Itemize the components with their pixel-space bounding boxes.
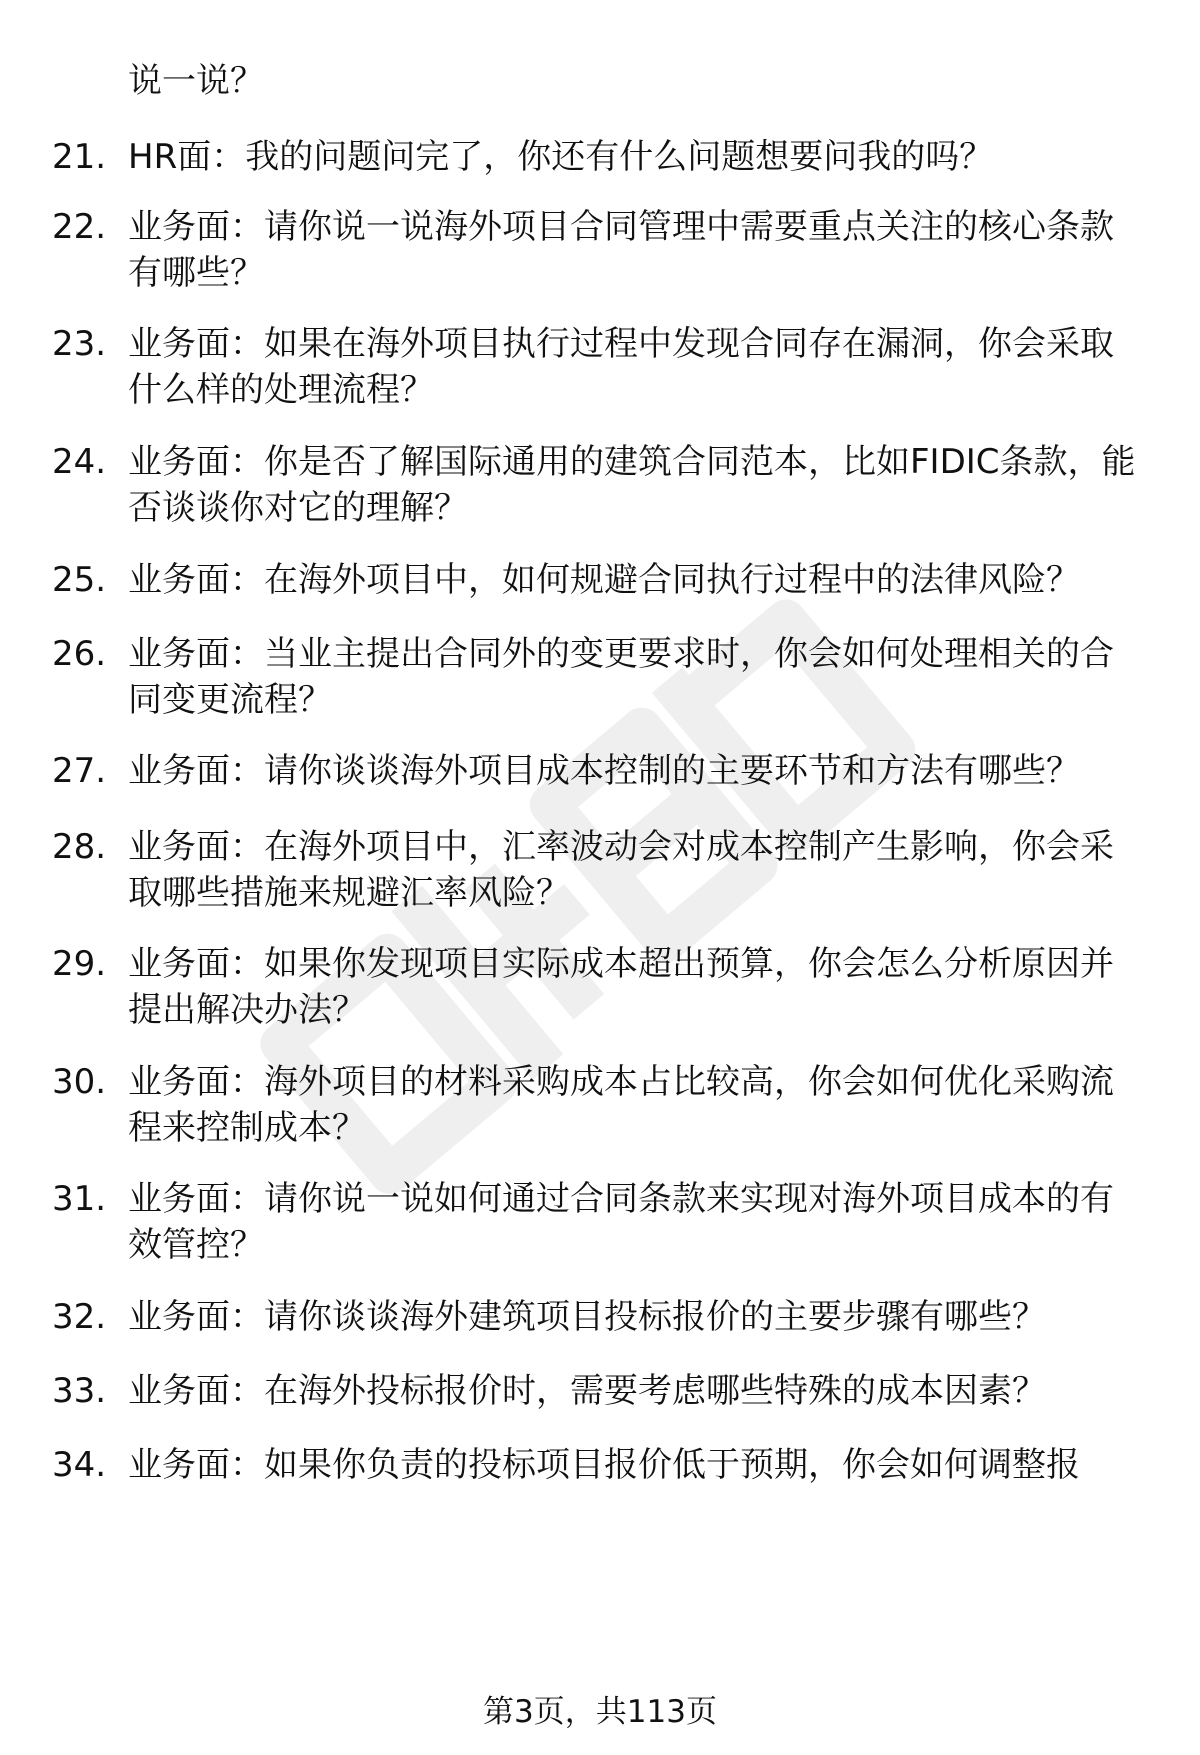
question-number: 26. (52, 634, 107, 674)
question-number: 34. (52, 1445, 107, 1485)
question-text: 业务面：你是否了解国际通用的建筑合同范本，比如FIDIC条款，能否谈谈你对它的理解？ (128, 442, 1136, 528)
question-number: 21. (52, 137, 107, 177)
question-text: 业务面：请你谈谈海外建筑项目投标报价的主要步骤有哪些？ (128, 1297, 1046, 1337)
question-text: HR面：我的问题问完了，你还有什么问题想要问我的吗？ (128, 137, 994, 177)
question-number: 22. (52, 207, 107, 247)
question-number: 31. (52, 1179, 107, 1219)
question-number: 32. (52, 1297, 107, 1337)
question-number: 23. (52, 324, 107, 364)
question-number: 33. (52, 1371, 107, 1411)
page-footer: 第3页，共113页 (483, 1694, 717, 1730)
question-number: 30. (52, 1062, 107, 1102)
question-text: 业务面：在海外项目中，汇率波动会对成本控制产生影响，你会采取哪些措施来规避汇率风险？ (128, 827, 1114, 913)
question-text: 业务面：请你说一说如何通过合同条款来实现对海外项目成本的有效管控？ (128, 1179, 1114, 1265)
question-text: 业务面：如果你负责的投标项目报价低于预期，你会如何调整报 (128, 1445, 1080, 1485)
question-number: 27. (52, 751, 107, 791)
question-text: 业务面：在海外项目中，如何规避合同执行过程中的法律风险？ (128, 560, 1080, 600)
question-number: 25. (52, 560, 107, 600)
question-number: 28. (52, 827, 107, 867)
question-text: 业务面：请你谈谈海外项目成本控制的主要环节和方法有哪些？ (128, 751, 1080, 791)
question-text: 业务面：当业主提出合同外的变更要求时，你会如何处理相关的合同变更流程？ (128, 634, 1114, 720)
question-number: 29. (52, 944, 107, 984)
question-text: 业务面：如果在海外项目执行过程中发现合同存在漏洞，你会采取什么样的处理流程？ (128, 324, 1114, 410)
question-text: 业务面：海外项目的材料采购成本占比较高，你会如何优化采购流程来控制成本？ (128, 1062, 1114, 1148)
question-text: 业务面：在海外投标报价时，需要考虑哪些特殊的成本因素？ (128, 1371, 1046, 1411)
question-text: 业务面：请你说一说海外项目合同管理中需要重点关注的核心条款有哪些？ (128, 207, 1114, 293)
question-number: 24. (52, 442, 107, 482)
continuation-text: 说一说？ (128, 61, 264, 101)
question-text: 业务面：如果你发现项目实际成本超出预算，你会怎么分析原因并提出解决办法？ (128, 944, 1114, 1030)
